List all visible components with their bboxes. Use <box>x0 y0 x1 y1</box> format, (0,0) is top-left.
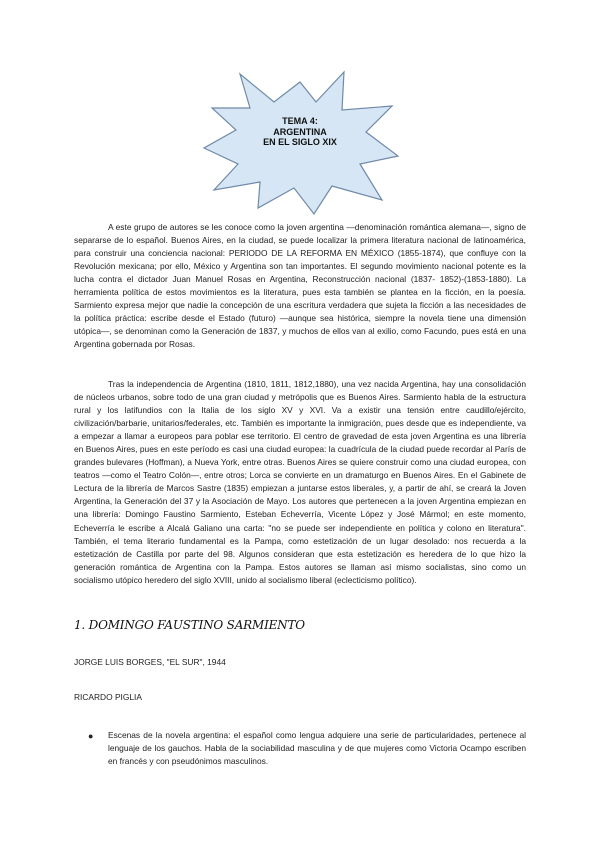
topic-title-line-3: EN EL SIGLO XIX <box>263 137 337 147</box>
reference-borges: JORGE LUIS BORGES, "EL SUR", 1944 <box>74 657 226 667</box>
topic-title-line-2: ARGENTINA <box>273 126 327 137</box>
reference-piglia: RICARDO PIGLIA <box>74 692 142 702</box>
intro-paragraph: A este grupo de autores se les conoce como la joven argentina —denominación romántica alemana—, signo de separarse de lo español. Buenos Aires, en la ciudad, se puede localizar la primera literatura nacional de latinoamérica, para construir una conciencia nacional: PERIODO DE LA REFORMA EN MÉXICO (1855-1874), que confluye con la Revolución mexicana; por ello, México y Argentina son tan importantes. El segundo movimiento nacional potente es la lucha contra el dictador Juan Manuel Rosas en Argentina, Reconstrucción nacional (1837- 1852)-(1853-1880). La herramienta política de estos movimientos es la literatura, pues esta también se plantea en la ficción, en la poesía. Sarmiento expresa mejor que nadie la concepción de una escritura verdadera que sujeta la ficción a las necesidades de la política práctica: escribe desde el Estado (futuro) —aunque sea histórica, siempre la novela tiene una dimensión utópica—, se denominan como la Generación de 1837, y muchos de ellos van al exilio, como Facundo, pues está en una Argentina gobernada por Rosas. <box>74 222 526 350</box>
independence-paragraph: Tras la independencia de Argentina (1810, 1811, 1812,1880), una vez nacida Argentina, hay una consolidación de núcleos urbanos, sobre todo de una gran ciudad y metrópolis que es Buenos Aires. Sarmiento habla de la estructura rural y los latifundios con la Italia de los siglo XV y XVI. Va a existir una tensión entre caudillo/ejército, civilización/barbarie, unitarios/federales, etc. También es importante la inmigración, pues desde que es independiente, va a empezar a llamar a europeos para poblar ese territorio. El centro de gravedad de esta joven Argentina es una librería en Buenos Aires, pues en este período es casi una ciudad europea: la cuadrícula de la ciudad puede recordar al París de grandes bulevares (Hoffman), a Nueva York, entre otras. Buenos Aires se quiere construir como una ciudad europea, con teatros —como el Teatro Colón—, entre otros; Lorca se convierte en un dramaturgo en Buenos Aires. En el Gabinete de Lectura de la librería de Marcos Sastre (1835) empiezan a juntarse estos liberales, y, a partir de ahí, se creará la Joven Argentina, la Generación del 37 y la Asociación de Mayo. Los autores que pertenecen a la joven Argentina empiezan en una librería: Domingo Faustino Sarmiento, Esteban Echeverría, Vicente López y José Mármol; en este momento, Echeverría le escribe a Alcalá Galiano una carta: "no se puede ser independiente en política y colono en literatura". También, el tema literario fundamental es la Pampa, como estetización de un lugar desolado: nos recuerda a la estetización de Castilla por parte del 98. Algunos consideran que esta estetización es heredera de lo que hizo la generación romántica de Argentina con la Pampa. Estos autores se llaman así mismo socialistas, sino como un socialismo utópico heredero del siglo XVIII, unido al socialismo liberal (eclecticismo político). <box>74 379 526 585</box>
topic-title <box>225 116 375 148</box>
section-heading: 1. DOMINGO FAUSTINO SARMIENTO <box>74 618 305 632</box>
topic-title-line-1: TEMA 4: <box>282 116 318 126</box>
bullet-marker: ● <box>88 731 94 741</box>
bullet-item: Escenas de la novela argentina: el español como lengua adquiere una serie de particularidades, pertenece al lenguaje de los gauchos. Habla de la sociabilidad masculina y de que mujeres como Victoria Ocampo escriben en francés y con pseudónimos masculinos. <box>108 730 526 767</box>
